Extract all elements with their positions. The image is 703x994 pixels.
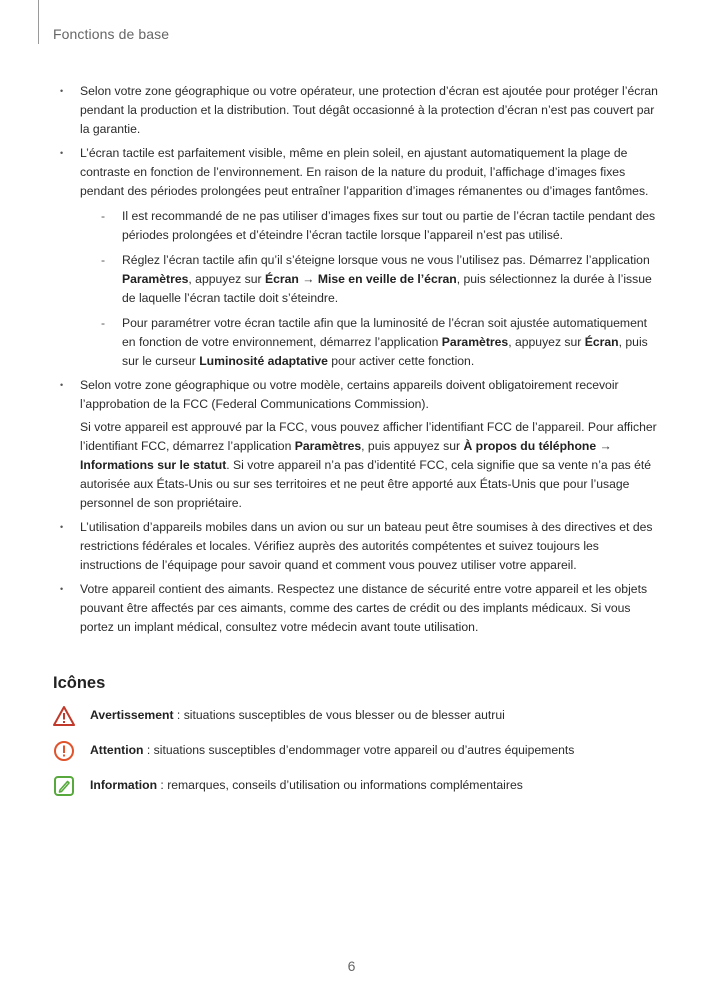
text-run: , appuyez sur xyxy=(508,335,585,349)
list-item-paragraph xyxy=(80,418,658,513)
bold-term: Paramètres xyxy=(122,272,189,286)
legend-label: Attention xyxy=(90,743,144,757)
icons-heading: Icônes xyxy=(53,674,106,692)
sub-list-item xyxy=(80,207,658,245)
dash-icon: - xyxy=(101,209,106,223)
text-run: Si votre appareil est approuvé par la FCC, vous pouvez afficher l’identifiant FCC de l’appareil. Pour afficher l’identifiant FCC, démarrez l’application xyxy=(80,420,657,453)
page-number: 6 xyxy=(347,958,356,974)
bullet-icon: • xyxy=(60,148,64,158)
caution-circle-icon xyxy=(53,740,75,762)
bold-term: Paramètres xyxy=(294,439,362,453)
legend-label: Information xyxy=(90,778,158,792)
header-divider xyxy=(38,0,39,44)
bold-term: Luminosité adaptative xyxy=(199,354,328,368)
list-item-text: Votre appareil contient des aimants. Respectez une distance de sécurité entre votre appareil et les objets pouvant être affectés par ces aimants, comme des cartes de crédit ou des implants médicaux. Si vous portez un implant médical, consultez votre médecin avant toute utilisation. xyxy=(80,582,648,634)
sub-list-item xyxy=(80,251,658,308)
text-run: , puis sélectionnez la durée à l’issue de laquelle l’écran tactile doit s’éteindre. xyxy=(122,272,652,305)
dash-icon: - xyxy=(101,253,106,267)
text-run: Pour paramétrer votre écran tactile afin que la luminosité de l’écran soit ajustée automatiquement en fonction de votre environnement, démarrez l’application xyxy=(122,316,648,349)
icon-legend-info xyxy=(53,775,663,799)
sub-list-item-text: Il est recommandé de ne pas utiliser d’images fixes sur tout ou partie de l’écran tactile pendant des périodes prolongées et d’éteindre l’écran tactile lorsque l’appareil n’est pas utilisé. xyxy=(122,209,656,242)
section-title: Fonctions de base xyxy=(53,26,170,42)
list-item xyxy=(58,376,658,513)
text-run: pour activer cette fonction. xyxy=(327,354,475,368)
text-run: , appuyez sur xyxy=(188,272,265,286)
bullet-icon: • xyxy=(60,380,64,390)
bold-term: À propos du téléphone xyxy=(463,439,597,453)
text-run: . Si votre appareil n’a pas d’identité FCC, cela signifie que sa vente n’a pas été autorisée aux États-Unis ou sur ses territoires et ne peut être apporté aux États-Unis que pour l’usage personnel de son propriétaire. xyxy=(80,458,652,510)
bullet-icon: • xyxy=(60,522,64,532)
bold-term: Mise en veille de l’écran xyxy=(317,272,457,286)
legend-text: : situations susceptibles d’endommager votre appareil ou d’autres équipements xyxy=(143,743,575,757)
legend-text: : situations susceptibles de vous blesser ou de blesser autrui xyxy=(173,708,505,722)
legend-label: Avertissement xyxy=(90,708,174,722)
list-item-text: L’utilisation d’appareils mobiles dans un avion ou sur un bateau peut être soumises à des directives et des restrictions fédérales et locales. Vérifiez auprès des autorités compétentes et suivez toujours les instructions de l’équipage pour savoir quand et comment vous pouvez utiliser votre appareil. xyxy=(80,520,653,572)
main-content xyxy=(58,82,658,642)
text-run: Réglez l’écran tactile afin qu’il s’éteigne lorsque vous ne vous l’utilisez pas. Démarrez l’application xyxy=(122,253,650,267)
list-item xyxy=(58,82,658,139)
warning-triangle-icon xyxy=(53,705,75,727)
bold-term: Paramètres xyxy=(441,335,509,349)
bullet-icon: • xyxy=(60,584,64,594)
arrow-separator: → xyxy=(596,439,612,453)
list-item-text: Selon votre zone géographique ou votre modèle, certains appareils doivent obligatoirement recevoir l’approbation de la FCC (Federal Communications Commission). xyxy=(80,378,619,411)
list-item xyxy=(58,518,658,575)
list-item xyxy=(58,144,658,371)
bold-term: Informations sur le statut xyxy=(80,458,227,472)
bold-term: Écran xyxy=(264,272,299,286)
list-item-text: L’écran tactile est parfaitement visible, même en plein soleil, en ajustant automatiquement la plage de contraste en fonction de l’environnement. En raison de la nature du produit, l’affichage d’images fixes pendant des périodes prolongées peut entraîner l’apparition d’images rémanentes ou d’images fantômes. xyxy=(80,146,649,198)
icon-legend-caution xyxy=(53,740,663,764)
list-item-text: Selon votre zone géographique ou votre opérateur, une protection d’écran est ajoutée pour protéger l’écran pendant la production et la distribution. Tout dégât occasionné à la protection d’écran n’est pas couvert par la garantie. xyxy=(80,84,658,136)
dash-icon: - xyxy=(101,316,106,330)
icon-legend-warning xyxy=(53,705,663,729)
bold-term: Écran xyxy=(584,335,619,349)
note-pencil-icon xyxy=(53,775,75,797)
text-run: , puis sur le curseur xyxy=(122,335,648,368)
list-item xyxy=(58,580,658,637)
text-run: , puis appuyez sur xyxy=(361,439,464,453)
arrow-separator: → xyxy=(298,272,318,286)
sub-list-item xyxy=(80,314,658,371)
bullet-icon: • xyxy=(60,86,64,96)
legend-text: : remarques, conseils d’utilisation ou informations complémentaires xyxy=(157,778,523,792)
